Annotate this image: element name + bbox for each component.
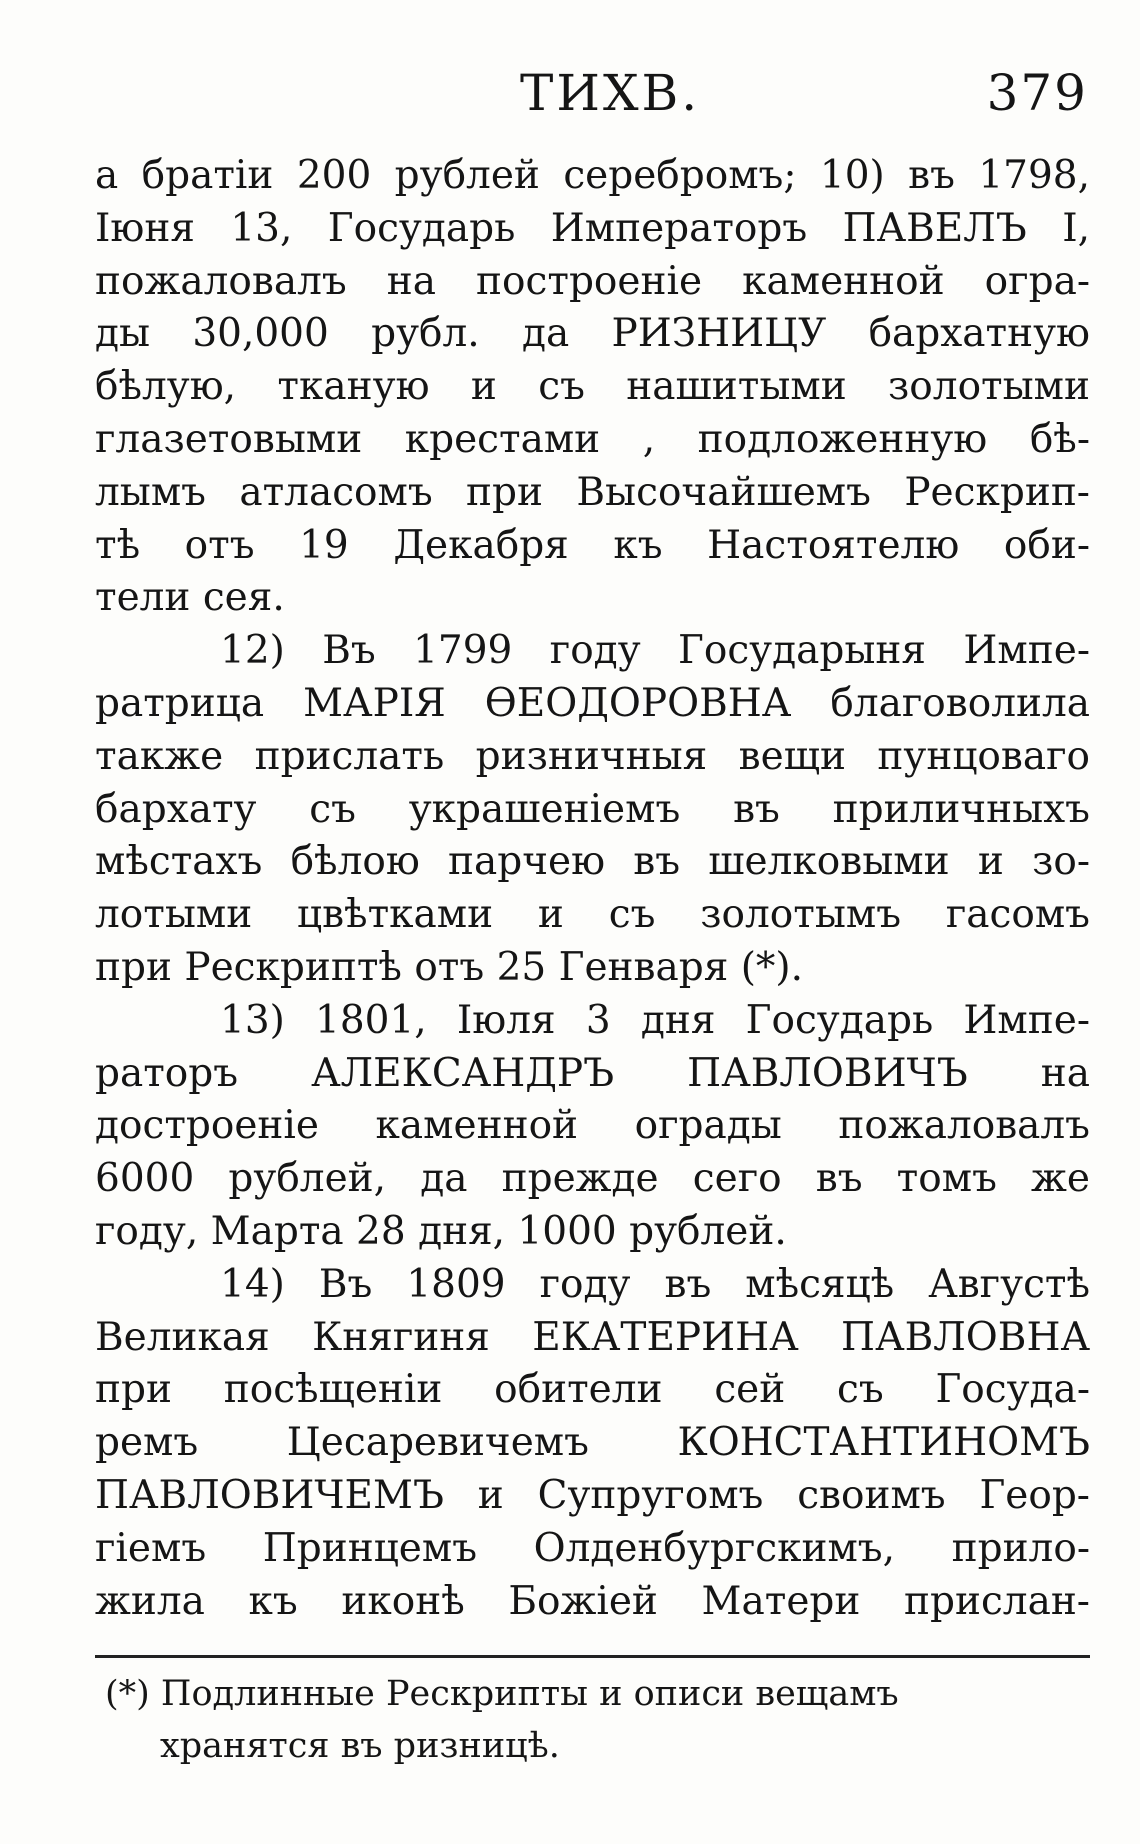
text-line: тѣ отъ 19 Декабря къ Настоятелю оби- xyxy=(95,522,1090,568)
text-line: году, Марта 28 дня, 1000 рублей. xyxy=(95,1208,787,1254)
footnote-line: (*) Подлинные Рескрипты и описи вещамъ xyxy=(105,1674,899,1714)
footnote-divider xyxy=(95,1655,1090,1658)
text-line: ды 30,000 рубл. да РИЗНИЦУ бархатную xyxy=(95,311,1090,357)
text-line: при Рескриптѣ отъ 25 Генваря (*). xyxy=(95,944,804,990)
text-line: 12) Въ 1799 году Государыня Импе- xyxy=(220,628,1090,674)
text-line: при посѣщеніи обители сей съ Госуда- xyxy=(95,1367,1090,1413)
text-line: лымъ атласомъ при Высочайшемъ Рескрип- xyxy=(95,469,1090,515)
text-line: бархату съ украшеніемъ въ приличныхъ xyxy=(95,786,1090,832)
text-line: раторъ АЛЕКСАНДРЪ ПАВЛОВИЧЪ на xyxy=(95,1050,1090,1096)
text-line: 13) 1801, Іюля 3 дня Государь Импе- xyxy=(220,997,1090,1043)
text-line: также прислать ризничныя вещи пунцоваго xyxy=(95,733,1090,779)
running-header xyxy=(0,58,1140,128)
text-line: 14) Въ 1809 году въ мѣсяцѣ Августѣ xyxy=(220,1261,1090,1307)
text-line: 6000 рублей, да прежде сего въ томъ же xyxy=(95,1156,1090,1202)
body-text xyxy=(95,150,1090,1628)
text-line: гіемъ Принцемъ Олденбургскимъ, прило- xyxy=(95,1525,1090,1571)
text-line: бѣлую, тканую и съ нашитыми золотыми xyxy=(95,364,1090,410)
text-line: Великая Княгиня ЕКАТЕРИНА ПАВЛОВНА xyxy=(95,1314,1090,1360)
text-line: тели сея. xyxy=(95,575,285,621)
text-line: а братіи 200 рублей серебромъ; 10) въ 1798, xyxy=(95,153,1090,198)
text-line: лотыми цвѣтками и съ золотымъ гасомъ xyxy=(95,892,1090,938)
text-line: Іюня 13, Государь Императоръ ПАВЕЛЪ I, xyxy=(95,205,1090,251)
text-line: мѣстахъ бѣлою парчею въ шелковыми и зо- xyxy=(95,839,1090,885)
text-line: достроеніе каменной ограды пожаловалъ xyxy=(95,1103,1090,1149)
text-line: жила къ иконѣ Божіей Матери прислан- xyxy=(95,1578,1090,1624)
text-line: ратрица МАРІЯ ѲЕОДОРОВНА благоволила xyxy=(95,680,1090,726)
header-title: ТИХВ. xyxy=(520,64,701,122)
text-line: ПАВЛОВИЧЕМЪ и Супругомъ своимъ Геор- xyxy=(95,1472,1090,1518)
footnote-line: хранятся въ ризницѣ. xyxy=(160,1726,560,1766)
footnote xyxy=(105,1668,1090,1772)
page-number: 379 xyxy=(986,64,1088,122)
text-line: ремъ Цесаревичемъ КОНСТАНТИНОМЪ xyxy=(95,1420,1090,1466)
text-line: глазетовыми крестами , подложенную бѣ- xyxy=(95,416,1090,462)
text-line: пожаловалъ на построеніе каменной огра- xyxy=(95,258,1090,304)
